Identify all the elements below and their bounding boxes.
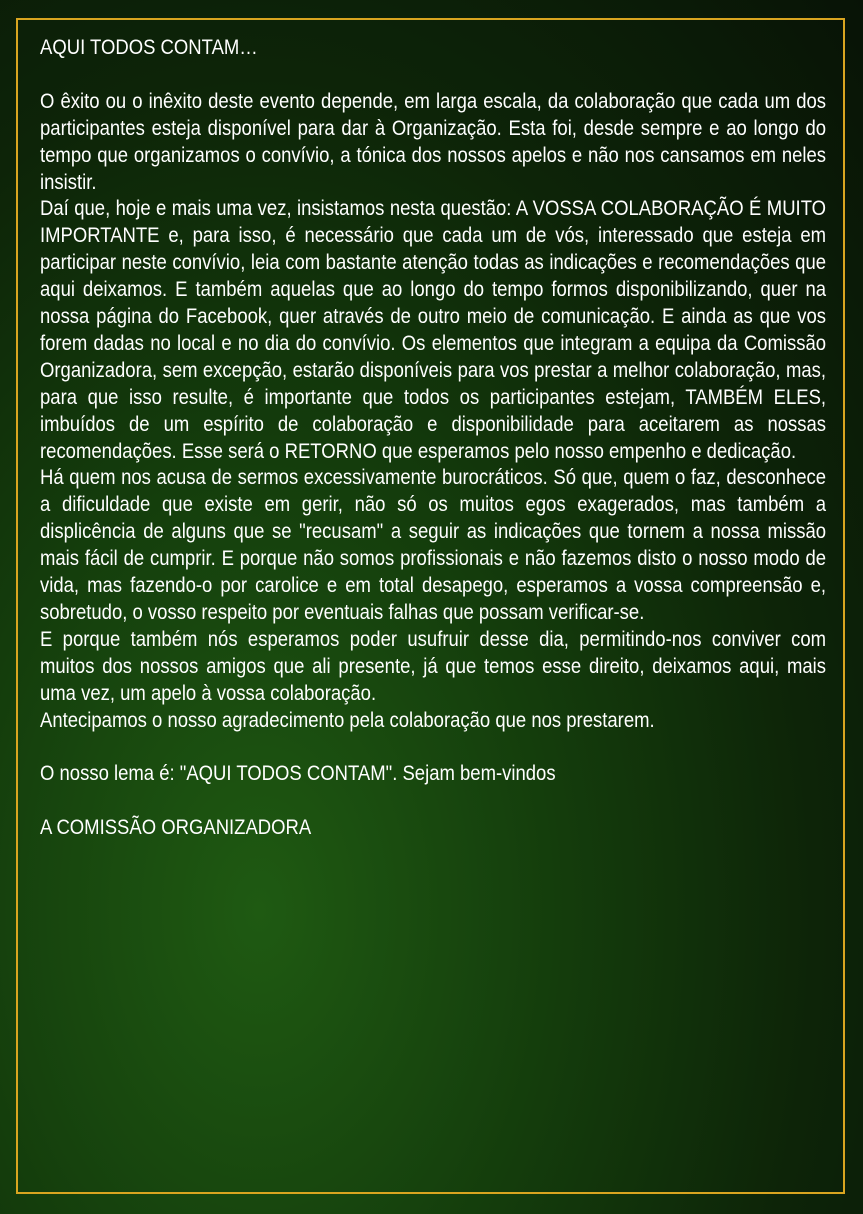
spacer: [40, 787, 826, 814]
spacer: [40, 61, 826, 88]
paragraph-3: Há quem nos acusa de sermos excessivamente burocráticos. Só que, quem o faz, desconhece a dificuldade que existe em gerir, não só os muitos egos exagerados, mas também a displicência de alguns que se "recusam" a seguir as indicações que tornem a nossa missão mais fácil de cumprir. E porque não somos profissionais e não fazemos disto o nosso modo de vida, mas fazendo-o por carolice e em total desapego, esperamos a vossa compreensão e, sobretudo, o vosso respeito por eventuais falhas que possam verificar-se.: [40, 465, 827, 625]
paragraph-2: Daí que, hoje e mais uma vez, insistamos nesta questão: A VOSSA COLABORAÇÃO É MUITO IMPORTANTE e, para isso, é necessário que cada um de vós, interessado que esteja em participar neste convívio, leia com bastante atenção todas as indicações e recomendações que aqui deixamos. E também aquelas que ao longo do tempo formos disponibilizando, quer na nossa página do Facebook, quer através de outro meio de comunicação. E ainda as que vos forem dadas no local e no dia do convívio. Os elementos que integram a equipa da Comissão Organizadora, sem excepção, estarão disponíveis para vos prestar a melhor colaboração, mas, para que isso resulte, é importante que todos os participantes estejam, TAMBÉM ELES, imbuídos de um espírito de colaboração e disponibilidade para aceitarem as nossas recomendações. Esse será o RETORNO que esperamos pelo nosso empenho e dedicação.: [40, 196, 827, 463]
paragraph-5: Antecipamos o nosso agradecimento pela colaboração que nos prestarem.: [40, 707, 655, 732]
signature: A COMISSÃO ORGANIZADORA: [40, 815, 312, 840]
paragraph-4: E porque também nós esperamos poder usufruir desse dia, permitindo-nos conviver com muitos dos nossos amigos que ali presente, já que temos esse direito, deixamos aqui, mais uma vez, um apelo à vossa colaboração.: [40, 626, 827, 705]
document-body: [40, 34, 826, 841]
document-heading: AQUI TODOS CONTAM…: [40, 35, 258, 59]
motto-line: O nosso lema é: "AQUI TODOS CONTAM". Sejam bem-vindos: [40, 761, 556, 786]
paragraph-1: O êxito ou o inêxito deste evento depende, em larga escala, da colaboração que cada um dos participantes esteja disponível para dar à Organização. Esta foi, desde sempre e ao longo do tempo que organizamos o convívio, a tónica dos nossos apelos e não nos cansamos em neles insistir.: [40, 88, 827, 194]
spacer: [40, 734, 826, 761]
